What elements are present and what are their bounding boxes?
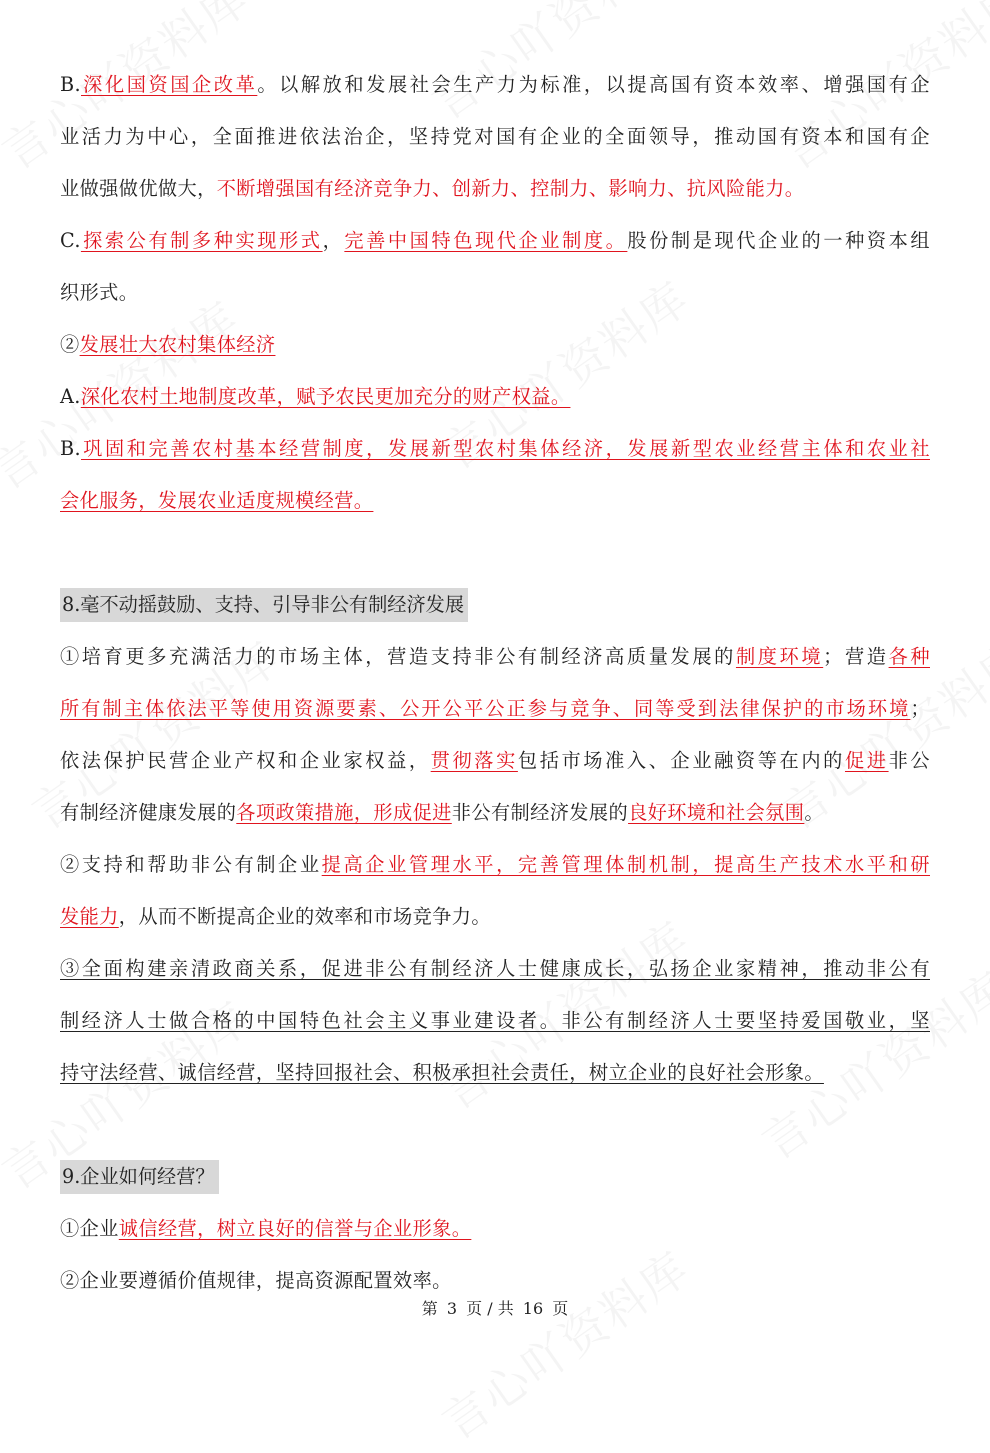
body-text: 股份制是现代企业的一种资本组 (627, 229, 931, 252)
s8-p3-line-2: 制经济人士做合格的中国特色社会主义事业建设者。非公有制经济人士要坚持爱国敬业，坚 (60, 1009, 930, 1032)
paragraph-b2-line-2 (60, 484, 930, 518)
body-text: 业活力为中心，全面推进依法治企，坚持党对国有企业的全面领导，推动国有资本和国有企 (60, 125, 930, 148)
body-text: 。以解放和发展社会生产力为标准，以提高国有资本效率、增强国有企 (257, 73, 930, 96)
body-text: 非公 (888, 749, 930, 772)
list-prefix: C. (60, 229, 81, 252)
total-page-count: 16 (522, 1299, 544, 1318)
body-text: 有制经济健康发展的 (60, 801, 237, 824)
highlight-text: 诚信经营，树立良好的信誉与企业形象。 (118, 1217, 472, 1240)
footer-suffix: 页 (552, 1299, 569, 1318)
list-prefix: B. (60, 73, 81, 96)
footer-prefix: 第 (421, 1299, 438, 1318)
paragraph-b2-line-1 (60, 432, 930, 466)
s8-p1-line-2 (60, 692, 930, 726)
paragraph-a (60, 380, 930, 414)
paragraph-b-line-1 (60, 68, 930, 102)
s8-p2-line-1 (60, 848, 930, 882)
highlight-text: 会化服务，发展农业适度规模经营。 (60, 489, 374, 512)
list-prefix: A. (60, 385, 81, 408)
s9-p1 (60, 1212, 930, 1246)
highlight-text: 所有制主体依法平等使用资源要素、公开公平公正参与竞争、同等受到法律保护的市场环境 (60, 697, 911, 720)
body-text: 业做强做优做大， (60, 177, 217, 200)
paragraph-c-line-1 (60, 224, 930, 258)
highlight-text: 完善中国特色现代企业制度。 (344, 229, 628, 252)
list-prefix: B. (60, 437, 81, 460)
highlight-text: 深化国资国企改革 (81, 73, 258, 96)
paragraph-b-line-2 (60, 120, 930, 154)
paragraph-b-line-3 (60, 172, 930, 206)
section-heading-9: 9.企业如何经营？ (60, 1160, 219, 1194)
s8-p2-line-2 (60, 900, 930, 934)
highlight-text: 良好环境和社会氛围 (628, 801, 805, 824)
paragraph-c-line-2 (60, 276, 930, 310)
body-text: 织形式。 (60, 281, 139, 304)
footer-middle: 页 / 共 (466, 1299, 514, 1318)
highlight-text: 促进 (844, 749, 889, 772)
highlight-text: 发展壮大农村集体经济 (79, 333, 276, 356)
highlight-text: 深化农村土地制度改革，赋予农民更加充分的财产权益。 (80, 385, 571, 408)
page-footer (0, 1296, 990, 1319)
highlight-text: 不断增强国有经济竞争力、创新力、控制力、影响力、抗风险能力。 (216, 177, 805, 200)
s8-p3-line-1: ③全面构建亲清政商关系，促进非公有制经济人士健康成长，弘扬企业家精神，推动非公有 (60, 957, 930, 980)
current-page-number: 3 (446, 1299, 458, 1318)
body-text: 包括市场准入、企业融资等在内的 (517, 749, 845, 772)
body-text: ，从而不断提高企业的效率和市场竞争力。 (118, 905, 491, 928)
highlight-text: 各项政策措施，形成促进 (236, 801, 452, 824)
highlight-text: 探索公有制多种实现形式 (80, 229, 323, 252)
s8-p1-line-3 (60, 744, 930, 778)
s8-p1-line-1 (60, 640, 930, 674)
watermark (417, 0, 691, 133)
body-text: ， (322, 229, 345, 252)
highlight-text: 巩固和完善农村基本经营制度，发展新型农村集体经济，发展新型农业经营主体和农业社 (81, 437, 930, 460)
s9-p2: ②企业要遵循价值规律，提高资源配置效率。 (60, 1269, 452, 1292)
highlight-text: 贯彻落实 (430, 749, 518, 772)
body-text: 。 (804, 801, 824, 824)
highlight-text: 发能力 (60, 905, 119, 928)
body-text: ；营造 (823, 645, 889, 668)
body-text: ； (910, 697, 930, 720)
highlight-text: 提高企业管理水平，完善管理体制机制，提高生产技术水平和研 (321, 853, 930, 876)
subheading-rural (60, 328, 930, 362)
s8-p3-line-3: 持守法经营、诚信经营，坚持回报社会、积极承担社会责任，树立企业的良好社会形象。 (60, 1061, 824, 1084)
highlight-text: 制度环境 (735, 645, 824, 668)
body-text: ①企业 (60, 1217, 119, 1240)
body-text: 非公有制经济发展的 (451, 801, 629, 824)
body-text: ②支持和帮助非公有制企业 (60, 853, 322, 876)
body-text: ①培育更多充满活力的市场主体，营造支持非公有制经济高质量发展的 (60, 645, 736, 668)
highlight-text: 各种 (888, 645, 930, 668)
list-prefix: ② (60, 333, 80, 356)
body-text: 依法保护民营企业产权和企业家权益， (60, 749, 431, 772)
s8-p1-line-4 (60, 796, 930, 830)
section-heading-8: 8.毫不动摇鼓励、支持、引导非公有制经济发展 (60, 588, 468, 622)
